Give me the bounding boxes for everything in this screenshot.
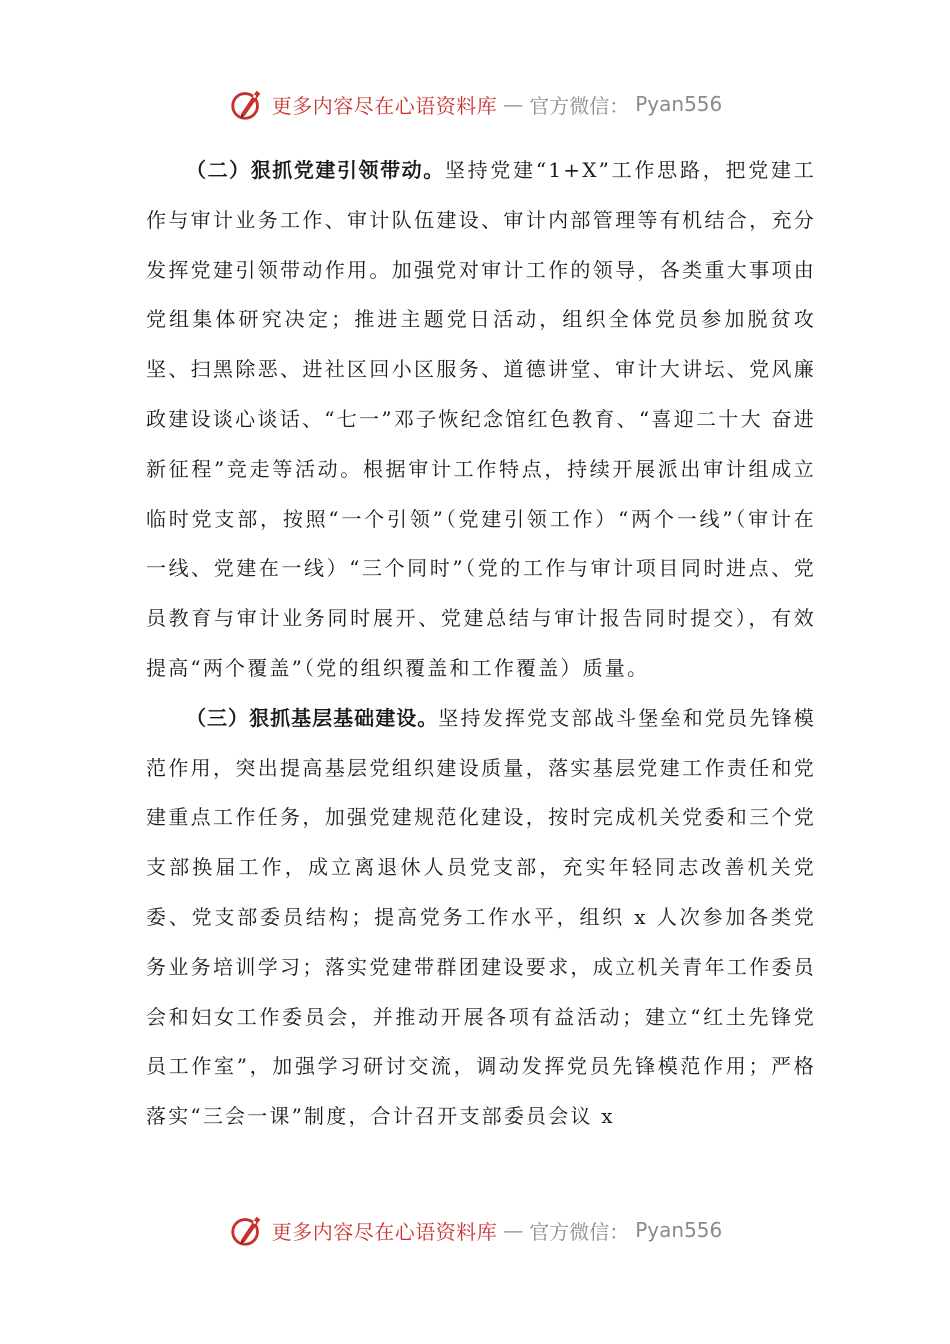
paragraph-party-building	[146, 146, 816, 694]
pen-nib-circle-icon	[228, 85, 266, 123]
watermark-contact-id: Pyan556	[635, 92, 723, 116]
paragraph-grassroots	[146, 694, 816, 1142]
header-watermark	[0, 82, 950, 126]
watermark-contact-label: 官方微信：	[529, 93, 630, 118]
paragraph-heading: （二）狠抓党建引领带动。	[186, 158, 445, 182]
document-body	[146, 146, 816, 1142]
watermark-brand: 更多内容尽在心语资料库	[271, 93, 498, 118]
watermark-separator: —	[503, 1218, 524, 1242]
pen-nib-circle-icon	[228, 1211, 266, 1249]
watermark-separator: —	[503, 92, 524, 116]
paragraph-text: 坚持党建“1+X”工作思路，把党建工作与审计业务工作、审计队伍建设、审计内部管理等有机结合，充分发挥党建引领带动作用。加强党对审计工作的领导，各类重大事项由党组集体研究决定；推进主题党日活动，组织全体党员参加脱贫攻坚、扫黑除恶、进社区回小区服务、道德讲堂、审计大讲坛、党风廉政建设谈心谈话、“七一”邓子恢纪念馆红色教育、“喜迎二十大 奋进新征程”竞走等活动。根据审计工作特点，持续开展派出审计组成立临时党支部，按照“一个引领”（党建引领工作）“两个一线”（审计在一线、党建在一线）“三个同时”（党的工作与审计项目同时进点、党员教育与审计业务同时展开、党建总结与审计报告同时提交），有效提高“两个覆盖”（党的组织覆盖和工作覆盖）质量。	[146, 158, 816, 680]
paragraph-heading: （三）狠抓基层基础建设。	[186, 705, 439, 730]
watermark-brand: 更多内容尽在心语资料库	[271, 1219, 498, 1244]
watermark-contact-label: 官方微信：	[529, 1219, 630, 1244]
watermark-contact-id: Pyan556	[635, 1218, 723, 1242]
paragraph-text: 坚持发挥党支部战斗堡垒和党员先锋模范作用，突出提高基层党组织建设质量，落实基层党建工作责任和党建重点工作任务，加强党建规范化建设，按时完成机关党委和三个党支部换届工作，成立离退休人员党支部，充实年轻同志改善机关党委、党支部委员结构；提高党务工作水平，组织 x 人次参加各类党务业务培训学习；落实党建带群团建设要求，成立机关青年工作委员会和妇女工作委员会，并推动开展各项有益活动；建立“红土先锋党员工作室”，加强学习研讨交流，调动发挥党员先锋模范作用；严格落实“三会一课”制度，合计召开支部委员会议 x	[146, 705, 817, 1129]
footer-watermark	[0, 1208, 950, 1252]
